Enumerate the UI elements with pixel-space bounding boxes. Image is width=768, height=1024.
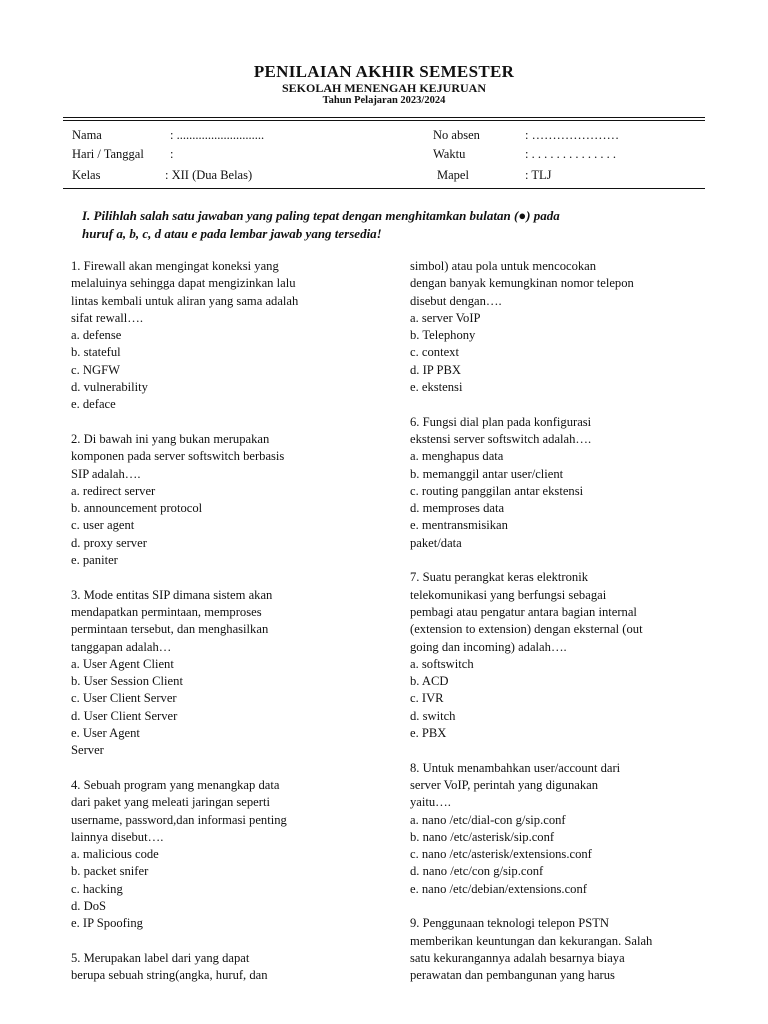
question-line: server VoIP, perintah yang digunakan bbox=[410, 777, 599, 792]
question-line: c. hacking bbox=[71, 881, 123, 896]
header-rule-top bbox=[63, 117, 705, 118]
question-line: e. paniter bbox=[71, 553, 118, 568]
instructions bbox=[82, 207, 682, 243]
subject-label: Mapel bbox=[437, 168, 469, 182]
question-line: melaluinya sehingga dapat mengizinkan lalu bbox=[71, 276, 296, 291]
question-line: tanggapan adalah… bbox=[71, 639, 172, 654]
question-line: dari paket yang meleati jaringan seperti bbox=[71, 795, 270, 810]
question-line: simbol) atau pola untuk mencocokan bbox=[410, 259, 597, 273]
question-line: b. announcement protocol bbox=[71, 501, 203, 516]
question-line: d. DoS bbox=[71, 898, 106, 913]
question-line: 7. Suatu perangkat keras elektronik bbox=[410, 570, 589, 585]
question-gap bbox=[410, 552, 710, 569]
question-line: d. nano /etc/con g/sip.conf bbox=[410, 864, 544, 879]
question-line: lintas kembali untuk aliran yang sama adalah bbox=[71, 293, 299, 308]
question-line: d. switch bbox=[410, 708, 456, 723]
instruction-line: huruf a, b, c, d atau e pada lembar jawab yang tersedia! bbox=[82, 226, 382, 241]
question-line: b. nano /etc/asterisk/sip.conf bbox=[410, 829, 555, 844]
question-line: b. packet snifer bbox=[71, 864, 149, 879]
question-line: e. User Agent bbox=[71, 726, 140, 741]
question-gap bbox=[71, 760, 371, 777]
absen-field: : ………………… bbox=[525, 128, 620, 142]
question-line: c. context bbox=[410, 345, 459, 360]
question-line: 6. Fungsi dial plan pada konfigurasi bbox=[410, 414, 592, 429]
question-line: satu kekurangannya adalah besarnya biaya bbox=[410, 950, 625, 965]
question-line: e. deface bbox=[71, 397, 116, 412]
question-line: e. mentransmisikan bbox=[410, 518, 508, 533]
question-line: dengan banyak kemungkinan nomor telepon bbox=[410, 276, 634, 291]
time-field: : . . . . . . . . . . . . . . bbox=[525, 147, 616, 161]
time-label: Waktu bbox=[433, 147, 466, 161]
question-line: d. User Client Server bbox=[71, 708, 178, 723]
name-label: Nama bbox=[72, 128, 102, 142]
question-line: 2. Di bawah ini yang bukan merupakan bbox=[71, 431, 270, 446]
question-line: memberikan keuntungan dan kekurangan. Salah bbox=[410, 933, 653, 948]
question-line: SIP adalah…. bbox=[71, 466, 141, 481]
question-line: a. softswitch bbox=[410, 656, 474, 671]
question-line: c. user agent bbox=[71, 518, 135, 533]
question-line: c. NGFW bbox=[71, 362, 120, 377]
question-line: a. menghapus data bbox=[410, 449, 504, 464]
question-line: 3. Mode entitas SIP dimana sistem akan bbox=[71, 587, 273, 602]
exam-title: PENILAIAN AKHIR SEMESTER bbox=[253, 62, 515, 81]
question-line: 8. Untuk menambahkan user/account dari bbox=[410, 760, 621, 775]
question-line: e. ekstensi bbox=[410, 380, 463, 395]
question-line: 9. Penggunaan teknologi telepon PSTN bbox=[410, 916, 610, 931]
question-line: a. malicious code bbox=[71, 847, 159, 862]
name-field: : ............................ bbox=[170, 128, 265, 142]
question-line: c. nano /etc/asterisk/extensions.conf bbox=[410, 847, 592, 862]
question-line: e. IP Spoofing bbox=[71, 916, 143, 931]
date-field: : bbox=[170, 147, 174, 161]
question-line: b. Telephony bbox=[410, 328, 476, 343]
question-line: komponen pada server softswitch berbasis bbox=[71, 449, 285, 464]
question-line: c. User Client Server bbox=[71, 691, 177, 706]
question-line: pembagi atau pengatur antara bagian internal bbox=[410, 604, 637, 619]
question-line: username, password,dan informasi penting bbox=[71, 812, 287, 827]
question-line: permintaan tersebut, dan menghasilkan bbox=[71, 622, 269, 637]
question-gap bbox=[410, 396, 710, 413]
class-field: : XII (Dua Belas) bbox=[165, 168, 253, 182]
question-line: b. User Session Client bbox=[71, 674, 183, 689]
question-line: 1. Firewall akan mengingat koneksi yang bbox=[71, 259, 279, 273]
question-line: b. ACD bbox=[410, 674, 449, 689]
question-line: c. routing panggilan antar ekstensi bbox=[410, 483, 584, 498]
question-line: 4. Sebuah program yang menangkap data bbox=[71, 777, 280, 792]
question-line: paket/data bbox=[410, 535, 462, 550]
header-rule-bottom bbox=[63, 188, 705, 189]
question-line: a. defense bbox=[71, 328, 122, 343]
right-question-column bbox=[410, 258, 710, 984]
question-line: perawatan dan pembangunan yang harus bbox=[410, 968, 615, 983]
question-line: sifat rewall…. bbox=[71, 310, 144, 325]
question-line: mendapatkan permintaan, memproses bbox=[71, 604, 262, 619]
academic-year: Tahun Pelajaran 2023/2024 bbox=[322, 95, 446, 106]
question-line: e. PBX bbox=[410, 726, 447, 741]
question-line: Server bbox=[71, 743, 104, 758]
question-gap bbox=[71, 414, 371, 431]
question-line: (extension to extension) dengan eksternal (out bbox=[410, 622, 643, 637]
question-line: a. User Agent Client bbox=[71, 656, 174, 671]
question-gap bbox=[410, 742, 710, 759]
question-line: telekomunikasi yang berfungsi sebagai bbox=[410, 587, 607, 602]
class-label: Kelas bbox=[72, 168, 101, 182]
question-gap bbox=[71, 569, 371, 586]
subject-field: : TLJ bbox=[525, 168, 552, 182]
school-name: SEKOLAH MENENGAH KEJURUAN bbox=[281, 81, 487, 95]
instruction-line: I. Pilihlah salah satu jawaban yang paling tepat dengan menghitamkan bulatan (●) pada bbox=[82, 208, 560, 223]
question-gap bbox=[71, 933, 371, 950]
question-line: going dan incoming) adalah…. bbox=[410, 639, 567, 654]
absen-label: No absen bbox=[433, 128, 480, 142]
question-line: a. redirect server bbox=[71, 483, 156, 498]
question-line: 5. Merupakan label dari yang dapat bbox=[71, 950, 250, 965]
date-label: Hari / Tanggal bbox=[72, 147, 144, 161]
question-line: b. stateful bbox=[71, 345, 121, 360]
question-line: d. IP PBX bbox=[410, 362, 461, 377]
question-line: yaitu…. bbox=[410, 795, 451, 810]
question-gap bbox=[410, 898, 710, 915]
header-rule-top-double bbox=[63, 120, 705, 121]
question-line: d. memproses data bbox=[410, 501, 505, 516]
question-line: d. proxy server bbox=[71, 535, 147, 550]
question-line: b. memanggil antar user/client bbox=[410, 466, 564, 481]
question-line: berupa sebuah string(angka, huruf, dan bbox=[71, 968, 268, 983]
question-line: a. server VoIP bbox=[410, 310, 481, 325]
question-line: a. nano /etc/dial-con g/sip.conf bbox=[410, 812, 566, 827]
question-line: d. vulnerability bbox=[71, 380, 148, 395]
left-question-column bbox=[71, 258, 371, 984]
question-line: c. IVR bbox=[410, 691, 444, 706]
question-line: e. nano /etc/debian/extensions.conf bbox=[410, 881, 587, 896]
question-line: lainnya disebut…. bbox=[71, 829, 164, 844]
question-line: ekstensi server softswitch adalah…. bbox=[410, 431, 592, 446]
question-line: disebut dengan…. bbox=[410, 293, 502, 308]
